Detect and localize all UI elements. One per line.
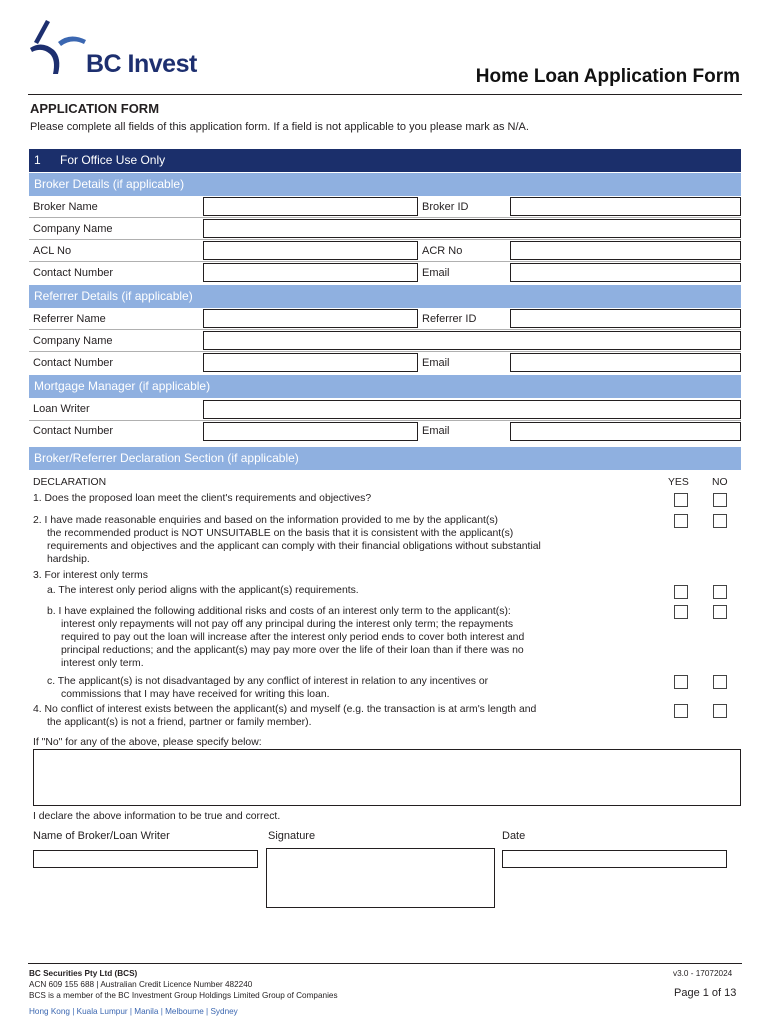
broker-company-name-label: Company Name [33, 223, 113, 235]
declaration-item-4-line: the applicant(s) is not a friend, partner or family member). [47, 717, 312, 728]
footer-acn: ACN 609 155 688 | Australian Credit Licence Number 482240 [29, 980, 253, 989]
q3b-no-checkbox[interactable] [713, 605, 727, 619]
q1-no-checkbox[interactable] [713, 493, 727, 507]
section-1-bar [29, 149, 741, 172]
q1-yes-checkbox[interactable] [674, 493, 688, 507]
date-label: Date [502, 830, 526, 842]
form-title: Home Loan Application Form [475, 66, 740, 87]
acl-no-field[interactable] [203, 241, 418, 260]
page-number: Page 1 of 13 [674, 987, 737, 999]
broker-company-name-field[interactable] [203, 219, 741, 238]
yes-column-label: YES [668, 477, 689, 488]
q4-yes-checkbox[interactable] [674, 704, 688, 718]
section-number: 1 [34, 153, 41, 167]
declaration-item-3b-line: interest only repayments will not pay off any principal during the interest only term; the repayments [61, 619, 514, 630]
referrer-name-field[interactable] [203, 309, 418, 328]
acl-no-label: ACL No [33, 245, 72, 257]
declaration-section-heading: Broker/Referrer Declaration Section (if applicable) [29, 447, 741, 470]
signature-label: Signature [268, 830, 316, 842]
brand-name: BC Invest [86, 50, 197, 78]
section-title: For Office Use Only [60, 153, 166, 167]
footer-divider [28, 963, 742, 964]
broker-id-label: Broker ID [422, 201, 469, 213]
mortgage-email-label: Email [422, 425, 450, 437]
broker-email-label: Email [422, 267, 450, 279]
instruction-text: Please complete all fields of this application form. If a field is not applicable to you please mark as N/A. [30, 121, 529, 133]
mortgage-contact-number-label: Contact Number [33, 425, 114, 437]
bc-invest-logo-icon [28, 18, 90, 76]
broker-contact-number-label: Contact Number [33, 267, 114, 279]
q2-no-checkbox[interactable] [713, 514, 727, 528]
mortgage-contact-number-field[interactable] [203, 422, 418, 441]
application-form-heading: APPLICATION FORM [30, 101, 160, 116]
q3a-no-checkbox[interactable] [713, 585, 727, 599]
row-divider [29, 420, 741, 421]
broker-name-signoff-field[interactable] [33, 850, 258, 868]
row-divider [29, 261, 741, 262]
broker-details-heading: Broker Details (if applicable) [29, 173, 741, 196]
acr-no-label: ACR No [422, 245, 463, 257]
broker-name-label: Broker Name [33, 201, 98, 213]
footer-offices: Hong Kong | Kuala Lumpur | Manila | Melbourne | Sydney [29, 1007, 238, 1016]
date-field[interactable] [502, 850, 727, 868]
referrer-id-field[interactable] [510, 309, 741, 328]
title-divider [28, 94, 742, 95]
q4-no-checkbox[interactable] [713, 704, 727, 718]
declaration-item-2-line: the recommended product is NOT UNSUITABLE on the basis that it is consistent with the applicant(s) [47, 528, 514, 539]
row-divider [29, 329, 741, 330]
mortgage-email-field[interactable] [510, 422, 741, 441]
if-no-details-textarea[interactable] [33, 749, 741, 806]
declaration-item-3a: a. The interest only period aligns with the applicant(s) requirements. [47, 585, 359, 596]
declaration-item-3c: c. The applicant(s) is not disadvantaged by any conflict of interest in relation to any incentives or [47, 676, 489, 687]
referrer-company-name-field[interactable] [203, 331, 741, 350]
footer-company: BC Securities Pty Ltd (BCS) [29, 969, 138, 978]
referrer-details-heading: Referrer Details (if applicable) [29, 285, 741, 308]
if-no-specify-label: If "No" for any of the above, please specify below: [33, 737, 262, 748]
no-column-label: NO [712, 477, 728, 488]
declaration-item-3b-line: interest only term. [61, 658, 144, 669]
referrer-contact-number-label: Contact Number [33, 357, 114, 369]
row-divider [29, 239, 741, 240]
broker-name-signoff-label: Name of Broker/Loan Writer [33, 830, 170, 842]
acr-no-field[interactable] [510, 241, 741, 260]
broker-contact-number-field[interactable] [203, 263, 418, 282]
loan-writer-label: Loan Writer [33, 403, 90, 415]
broker-email-field[interactable] [510, 263, 741, 282]
declaration-item-3c-line: commissions that I may have received for writing this loan. [61, 689, 330, 700]
broker-id-field[interactable] [510, 197, 741, 216]
declaration-item-4: 4. No conflict of interest exists between the applicant(s) and myself (e.g. the transaction is at arm's length and [33, 704, 537, 715]
signature-box[interactable] [266, 848, 495, 908]
referrer-company-name-label: Company Name [33, 335, 113, 347]
declaration-item-3: 3. For interest only terms [33, 570, 148, 581]
referrer-email-label: Email [422, 357, 450, 369]
declaration-item-3b: b. I have explained the following additional risks and costs of an interest only term to the applicant(s): [47, 606, 511, 617]
declaration-item-1: 1. Does the proposed loan meet the client's requirements and objectives? [33, 493, 372, 504]
referrer-name-label: Referrer Name [33, 313, 106, 325]
referrer-email-field[interactable] [510, 353, 741, 372]
declaration-item-2-line: hardship. [47, 554, 90, 565]
q2-yes-checkbox[interactable] [674, 514, 688, 528]
q3c-no-checkbox[interactable] [713, 675, 727, 689]
loan-writer-field[interactable] [203, 400, 741, 419]
referrer-id-label: Referrer ID [422, 313, 477, 325]
footer-member: BCS is a member of the BC Investment Group Holdings Limited Group of Companies [29, 991, 338, 1000]
q3c-yes-checkbox[interactable] [674, 675, 688, 689]
referrer-contact-number-field[interactable] [203, 353, 418, 372]
declare-true-text: I declare the above information to be true and correct. [33, 811, 281, 822]
q3b-yes-checkbox[interactable] [674, 605, 688, 619]
row-divider [29, 351, 741, 352]
declaration-item-3b-line: required to pay out the loan will increase after the interest only period ends to cover both interest and [61, 632, 525, 643]
footer-version: v3.0 - 17072024 [673, 969, 733, 978]
declaration-item-2: 2. I have made reasonable enquiries and based on the information provided to me by the applicant(s) [33, 515, 498, 526]
mortgage-manager-heading: Mortgage Manager (if applicable) [29, 375, 741, 398]
q3a-yes-checkbox[interactable] [674, 585, 688, 599]
declaration-item-2-line: requirements and objectives and the applicant can comply with their financial obligations without substantial [47, 541, 541, 552]
declaration-item-3b-line: principal reductions; and the applicant(s) may pay more over the life of their loan than if there was no [61, 645, 524, 656]
declaration-title: DECLARATION [33, 477, 107, 488]
row-divider [29, 217, 741, 218]
broker-name-field[interactable] [203, 197, 418, 216]
